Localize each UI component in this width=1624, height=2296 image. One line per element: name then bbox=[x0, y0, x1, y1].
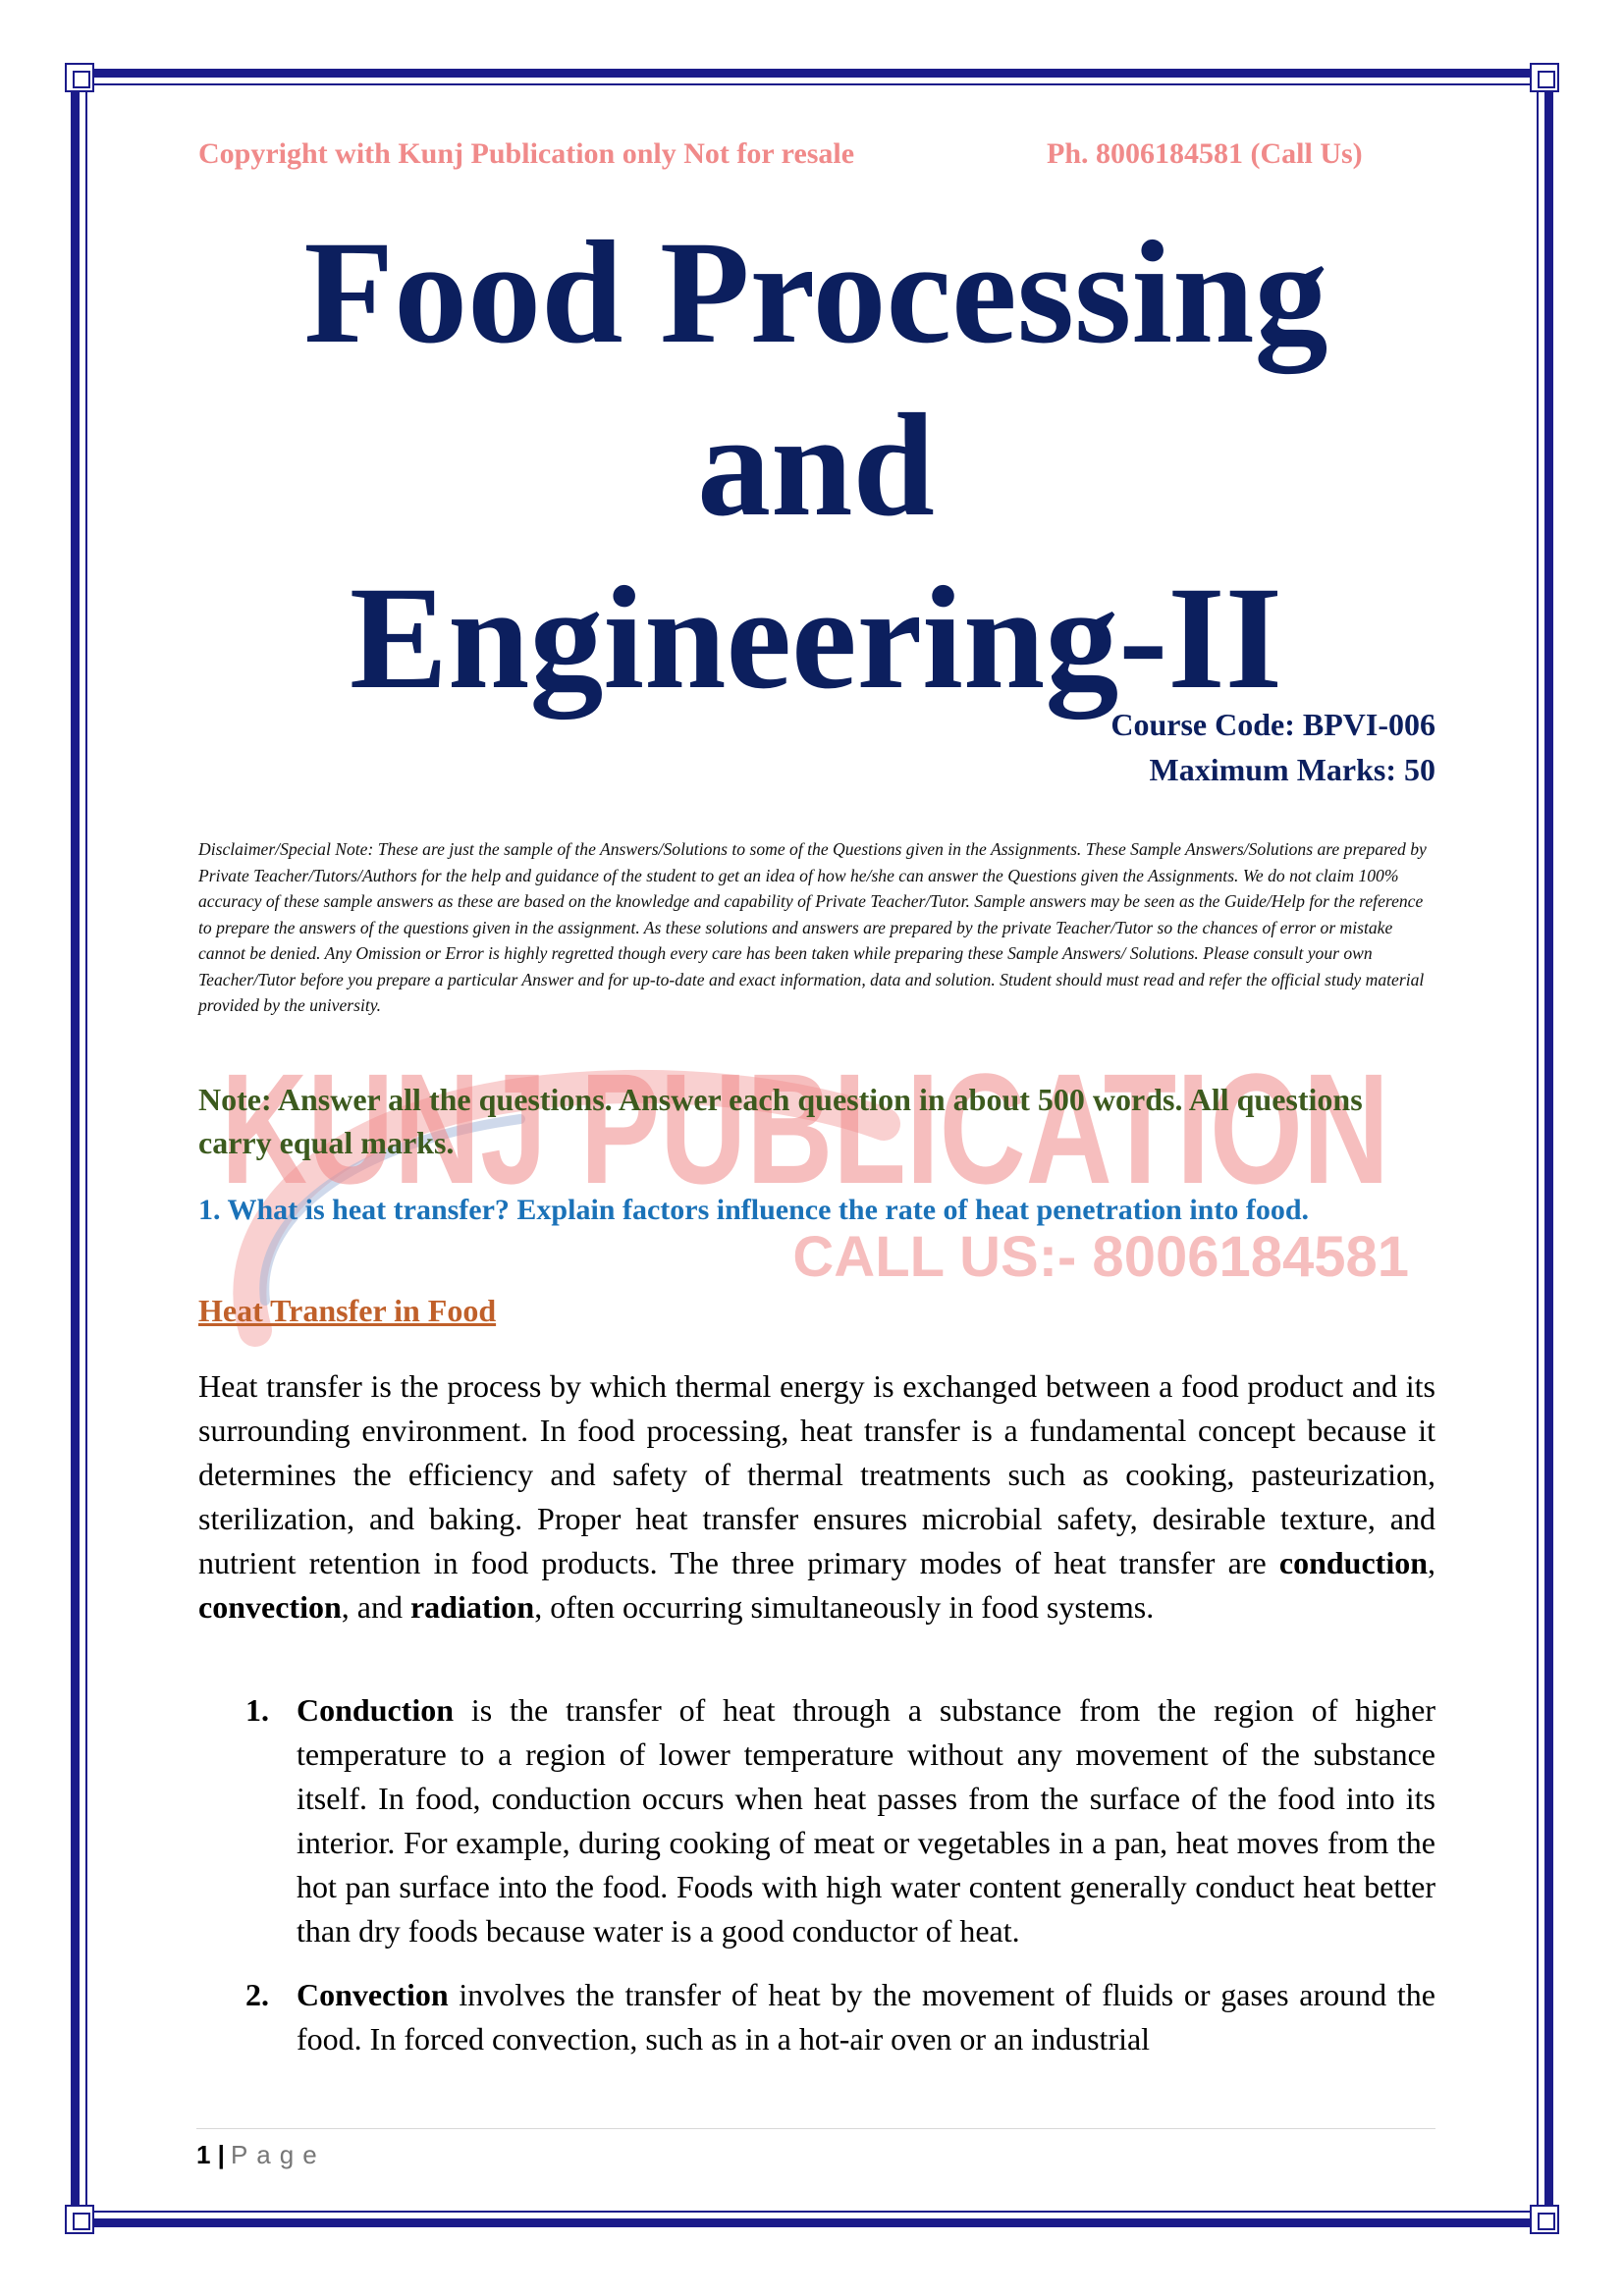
copyright-text: Copyright with Kunj Publication only Not for resale bbox=[198, 137, 855, 170]
title-line-1: Food Processing and bbox=[303, 211, 1328, 547]
list-item bbox=[245, 1973, 1435, 2061]
page-label: Page bbox=[230, 2140, 326, 2169]
list-term: Conduction bbox=[297, 1692, 455, 1728]
list-number: 1. bbox=[245, 1692, 269, 1728]
heat-transfer-modes-list bbox=[245, 1688, 1435, 2081]
list-number: 2. bbox=[245, 1977, 269, 2012]
page-footer bbox=[196, 2140, 326, 2170]
course-code: Course Code: BPVI-006 bbox=[1110, 707, 1435, 742]
footer-divider bbox=[196, 2128, 1435, 2129]
term-radiation: radiation bbox=[409, 1589, 535, 1625]
intro-sep-1: , bbox=[1428, 1545, 1435, 1580]
copyright-header bbox=[198, 137, 1435, 171]
list-text: involves the transfer of heat by the movement of fluids or gases around the food. In forced convection, such as in a hot-air oven or an industrial bbox=[297, 1977, 1435, 2056]
instructions-note: Note: Answer all the questions. Answer each question in about 500 words. All questions carry equal marks. bbox=[198, 1082, 1363, 1160]
border-corner-top-left bbox=[65, 63, 94, 92]
border-corner-bottom-left bbox=[65, 2205, 94, 2234]
list-item bbox=[245, 1688, 1435, 1953]
title-line-2: Engineering-II bbox=[349, 557, 1283, 720]
document-title bbox=[196, 206, 1435, 724]
maximum-marks: Maximum Marks: 50 bbox=[1149, 752, 1435, 787]
term-convection: convection bbox=[198, 1589, 342, 1625]
phone-text: Ph. 8006184581 (Call Us) bbox=[1047, 137, 1363, 170]
intro-text-2: , often occurring simultaneously in food systems. bbox=[534, 1589, 1155, 1625]
border-corner-top-right bbox=[1530, 63, 1559, 92]
border-corner-bottom-right bbox=[1530, 2205, 1559, 2234]
intro-paragraph bbox=[198, 1364, 1435, 1629]
term-conduction: conduction bbox=[1278, 1545, 1428, 1580]
page-number: 1 | bbox=[196, 2140, 225, 2169]
disclaimer-note: Disclaimer/Special Note: These are just the sample of the Answers/Solutions to some of the Questions given in the Assignments. These Sample Answers/Solutions are prepared by Private Teacher/Tutors/Authors for the help and guidance of the student to get an idea of how he/she can answer the Questions given the Assignments. We do not claim 100% accuracy of these sample answers as these are based on the knowledge and capability of Private Teacher/Tutor. Sample answers may be seen as the Guide/Help for the reference to prepare the answers of the questions given in the assignment. As these solutions and answers are prepared by the private Teacher/Tutor so the chances of error or mistake cannot be denied. Any Omission or Error is highly regretted though every care has been taken while preparing these Sample Answers/ Solutions. Please consult your own Teacher/Tutor before you prepare a particular Answer and for up-to-date and exact information, data and solution. Student should must read and refer the official study material provided by the university. bbox=[198, 839, 1427, 1015]
intro-sep-2: , and bbox=[341, 1589, 410, 1625]
section-heading: Heat Transfer in Food bbox=[198, 1293, 497, 1328]
watermark-brand: KUNJ PUBLICATION bbox=[221, 1041, 1389, 1216]
question-1: 1. What is heat transfer? Explain factors influence the rate of heat penetration into food. bbox=[198, 1194, 1310, 1226]
list-term: Convection bbox=[297, 1977, 449, 2012]
watermark-call: CALL US:- 8006184581 bbox=[792, 1225, 1409, 1289]
course-info bbox=[1110, 702, 1435, 792]
intro-text-1: Heat transfer is the process by which thermal energy is exchanged between a food product and its surrounding environment. In food processing, heat transfer is a fundamental concept because it determines the efficiency and safety of thermal treatments such as cooking, pasteurization, sterilization, and baking. Proper heat transfer ensures microbial safety, desirable texture, and nutrient retention in food products. The three primary modes of heat transfer are bbox=[198, 1368, 1435, 1580]
list-text: is the transfer of heat through a substance from the region of higher temperature to a region of lower temperature without any movement of the substance itself. In food, conduction occurs when heat passes from the surface of the food into its interior. For example, during cooking of meat or vegetables in a pan, heat moves from the hot pan surface into the food. Foods with high water content generally conduct heat better than dry foods because water is a good conductor of heat. bbox=[297, 1692, 1435, 1949]
